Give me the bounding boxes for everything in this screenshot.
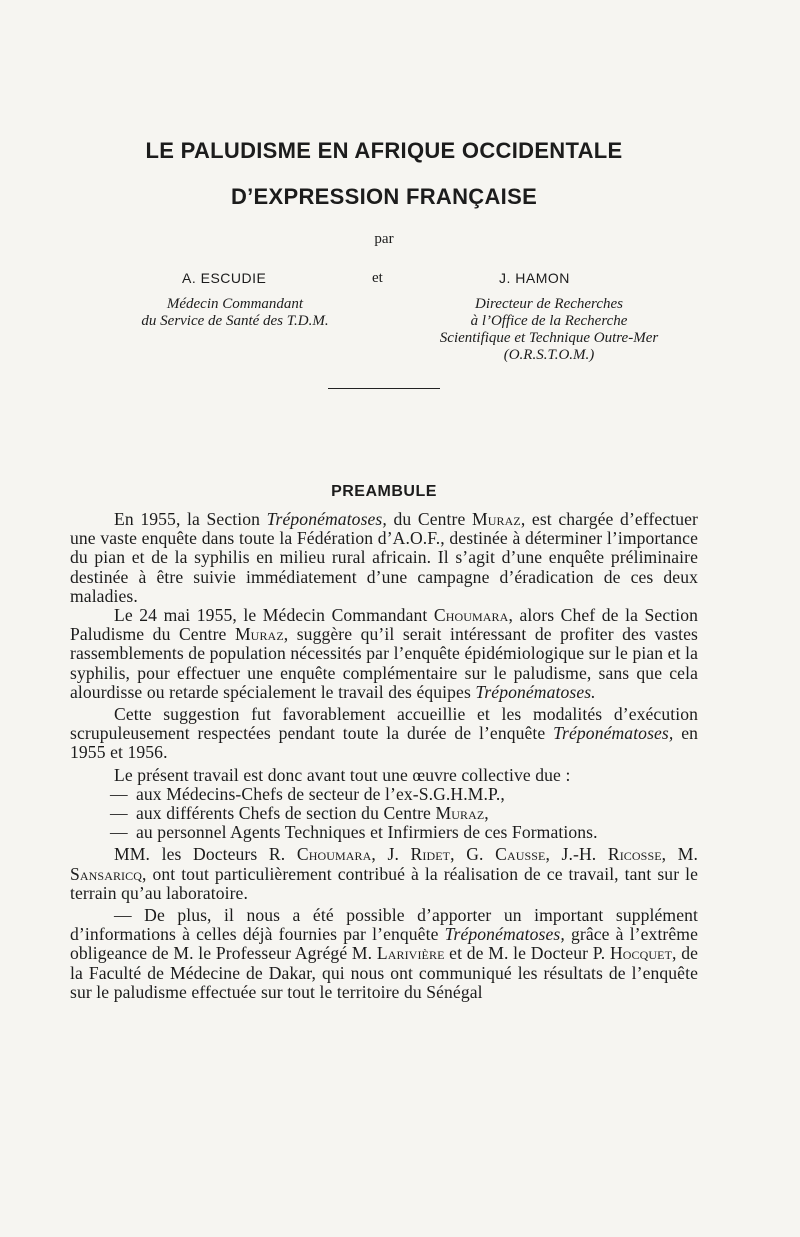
small-caps-name: Sansaricq bbox=[70, 863, 143, 884]
text-run: aux Médecins-Chefs de secteur de l’ex-S.G.H.M.P., bbox=[136, 783, 505, 804]
affiliation-line: Directeur de Recherches bbox=[475, 296, 623, 312]
paragraph-5 bbox=[70, 845, 698, 903]
text-run: , alors Chef de la Section Paludisme du Centre bbox=[70, 605, 698, 645]
italic-run: Tréponématoses, bbox=[444, 924, 565, 945]
dash-marker: — bbox=[110, 822, 128, 843]
separator-rule bbox=[328, 388, 440, 389]
section-heading: PREAMBULE bbox=[331, 483, 437, 501]
small-caps-name: Muraz bbox=[234, 624, 284, 645]
paragraph-3 bbox=[70, 705, 698, 763]
affiliation-line: (O.R.S.T.O.M.) bbox=[503, 347, 595, 363]
body-text bbox=[70, 510, 698, 1002]
text-run: En 1955, la Section bbox=[114, 509, 267, 529]
text-run: , J. bbox=[371, 844, 411, 865]
italic-run: Tréponématoses. bbox=[475, 681, 596, 702]
text-run: grâce à l’extrême obligeance de M. le Professeur Agrégé M. bbox=[70, 924, 698, 964]
affiliation-line: à l’Office de la Recherche bbox=[470, 313, 628, 329]
paragraph-1 bbox=[70, 510, 698, 606]
text-run: , de la Faculté de Médecine de Dakar, qui nous ont communiqué les résultats de l’enquête sur le paludisme effectuée sur tout le territoire du Sénégal bbox=[70, 943, 699, 1002]
paragraph-2 bbox=[70, 606, 698, 702]
list-item-3 bbox=[70, 823, 698, 842]
text-run: du Centre bbox=[386, 509, 472, 529]
affiliation-line: Médecin Commandant bbox=[166, 296, 304, 312]
small-caps-name: Causse bbox=[495, 844, 546, 865]
list-item-1 bbox=[70, 785, 698, 804]
italic-run: Tréponématoses, bbox=[266, 509, 387, 529]
text-run: , bbox=[484, 803, 489, 824]
affiliation-line: du Service de Santé des T.D.M. bbox=[141, 313, 329, 329]
text-run: aux différents Chefs de section du Centre bbox=[136, 803, 436, 824]
affiliation-line: Scientifique et Technique Outre-Mer bbox=[439, 330, 659, 346]
small-caps-name: Muraz bbox=[472, 509, 521, 529]
text-run: MM. les Docteurs R. bbox=[114, 844, 297, 865]
author-2-name: J. HAMON bbox=[499, 270, 570, 286]
small-caps-name: Hocquet bbox=[609, 943, 673, 964]
text-run: , suggère qu’il serait intéressant de profiter des vastes rassemblements de population nécessités par l’enquête épidémiologique sur le pian et la syphilis, pour effectuer une enquête complémentaire sur le paludisme, sans que cela alourdisse ou retarde spécialement le travail des équipes bbox=[70, 624, 698, 702]
small-caps-name: Muraz bbox=[435, 803, 485, 824]
text-run: en 1955 et 1956. bbox=[70, 723, 698, 763]
list-item-2 bbox=[70, 804, 698, 823]
text-run: , J.-H. bbox=[545, 844, 608, 865]
small-caps-name: Ridet bbox=[410, 844, 451, 865]
text-run: , ont tout particulièrement contribué à la réalisation de ce travail, tant sur le terrain qu’au laboratoire. bbox=[70, 863, 698, 903]
byline-et: et bbox=[372, 270, 383, 286]
title-line-2: D’EXPRESSION FRANÇAISE bbox=[230, 184, 538, 209]
text-run: au personnel Agents Techniques et Infirmiers de ces Formations. bbox=[136, 822, 598, 843]
paragraph-4: Le présent travail est donc avant tout une œuvre collective due : bbox=[114, 764, 571, 785]
author-1-affiliation bbox=[100, 296, 370, 330]
text-run: , G. bbox=[450, 844, 496, 865]
text-run: Cette suggestion fut favorablement accueillie et les modalités d’exécution scrupuleusement respectées pendant toute la durée de l’enquête bbox=[70, 704, 698, 744]
dash-marker: — bbox=[110, 783, 128, 804]
text-run: Le 24 mai 1955, le Médecin Commandant bbox=[114, 605, 434, 626]
text-run: et de M. le Docteur P. bbox=[444, 943, 610, 964]
small-caps-name: Larivière bbox=[376, 943, 445, 964]
author-2-affiliation bbox=[384, 296, 714, 364]
title-line-1: LE PALUDISME EN AFRIQUE OCCIDENTALE bbox=[145, 138, 623, 163]
dash-marker: — bbox=[110, 803, 128, 824]
byline-par: par bbox=[374, 231, 394, 247]
paragraph-6 bbox=[70, 906, 698, 1002]
author-1-name: A. ESCUDIE bbox=[182, 270, 267, 286]
small-caps-name: Choumara bbox=[296, 844, 372, 865]
small-caps-name: Choumara bbox=[433, 605, 509, 626]
small-caps-name: Ricosse bbox=[607, 844, 662, 865]
text-run: , est chargée d’effectuer une vaste enquête dans toute la Fédération d’A.O.F., destinée à déterminer l’importance du pian et de la syphilis en milieu rural africain. Il s’agit d’une enquête préliminaire destinée à être suivie immédiatement d’une campagne d’éradication de ces deux maladies. bbox=[70, 509, 698, 606]
text-run: — De plus, il nous a été possible d’apporter un important supplément d’informations à celles déjà fournies par l’enquête bbox=[70, 905, 698, 945]
text-run: , M. bbox=[661, 844, 698, 865]
italic-run: Tréponématoses, bbox=[553, 723, 674, 744]
